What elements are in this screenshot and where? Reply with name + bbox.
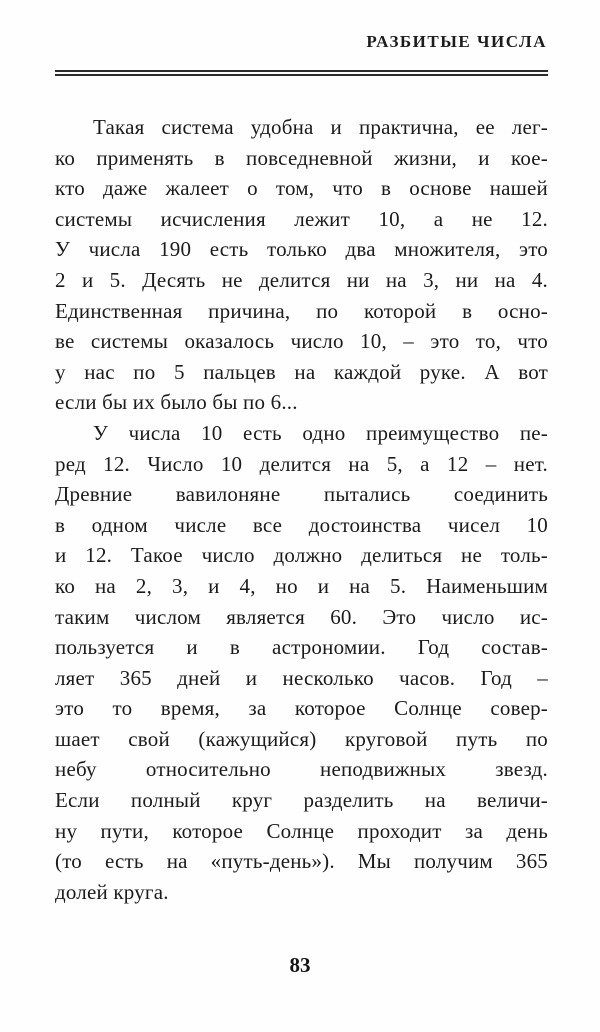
text-line: кто даже жалеет о том, что в основе нашей xyxy=(55,176,548,201)
text-line: шает свой (кажущийся) круговой путь по xyxy=(55,726,548,751)
text-line: ред 12. Число 10 делится на 5, а 12 – нет. xyxy=(55,451,548,476)
text-line: небу относительно неподвижных звезд. xyxy=(55,757,548,782)
text-line: Единственная причина, по которой в осно- xyxy=(55,298,548,323)
text-line: ляет 365 дней и несколько часов. Год – xyxy=(55,665,548,690)
text-line: системы исчисления лежит 10, а не 12. xyxy=(55,206,548,231)
text-line: ко на 2, 3, и 4, но и на 5. Наименьшим xyxy=(55,573,548,598)
text-line: У числа 190 есть только два множителя, это xyxy=(55,237,548,262)
text-line: в одном числе все достоинства чисел 10 xyxy=(55,512,548,537)
text-line: ко применять в повседневной жизни, и кое- xyxy=(55,145,548,170)
running-head-title: РАЗБИТЫЕ ЧИСЛА xyxy=(366,32,547,51)
text-line: если бы их было бы по 6... xyxy=(55,390,298,415)
text-line: Такая система удобна и практична, ее лег- xyxy=(93,115,548,139)
page-number: 83 xyxy=(289,953,311,977)
text-line: и 12. Такое число должно делиться не толь- xyxy=(55,543,548,568)
text-line: (то есть на «путь-день»). Мы получим 365 xyxy=(55,849,548,874)
text-line: Древние вавилоняне пытались соединить xyxy=(55,482,548,507)
text-line: У числа 10 есть одно преимущество пе- xyxy=(93,420,548,445)
text-line: это то время, за которое Солнце совер- xyxy=(55,696,548,721)
text-line: пользуется и в астрономии. Год состав- xyxy=(55,635,548,660)
text-line: таким числом является 60. Это число ис- xyxy=(55,604,548,629)
body-text xyxy=(55,112,548,907)
text-line: Если полный круг разделить на величи- xyxy=(55,788,548,813)
text-line: у нас по 5 пальцев на каждой руке. А вот xyxy=(55,359,548,384)
header-rule xyxy=(55,70,548,76)
text-line: ве системы оказалось число 10, – это то, что xyxy=(55,329,548,354)
text-line: долей круга. xyxy=(55,879,169,904)
text-line: 2 и 5. Десять не делится ни на 3, ни на 4. xyxy=(55,267,548,292)
text-line: ну пути, которое Солнце проходит за день xyxy=(55,818,548,843)
